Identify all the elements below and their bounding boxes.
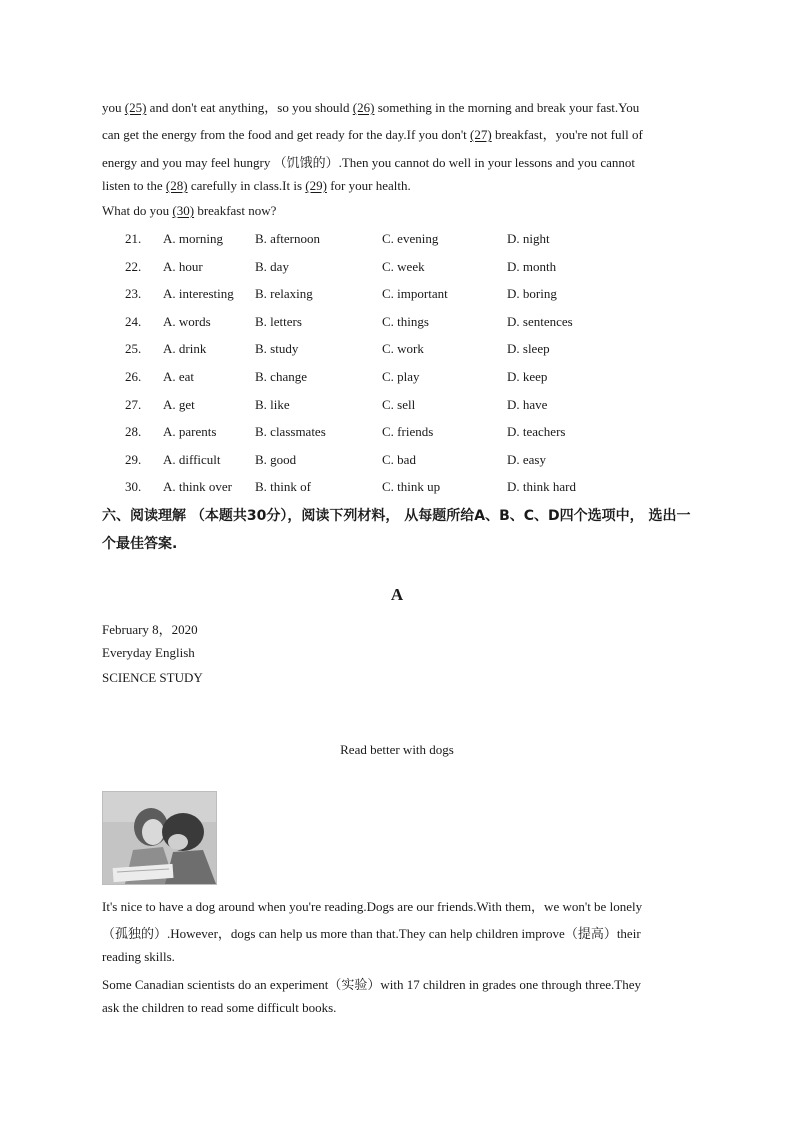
passage-line-1: you (25) and don't eat anything，so you should (26) something in the morning and break your fast.You: [102, 100, 640, 115]
question-number: 30.: [125, 479, 142, 494]
part-label: A: [390, 585, 404, 604]
option-row: [102, 424, 722, 444]
column-name: SCIENCE STUDY: [102, 670, 203, 685]
option-row: [102, 369, 722, 389]
blank-25: (25): [124, 100, 147, 115]
question-number: 21.: [125, 231, 142, 246]
question-number: 24.: [125, 314, 142, 329]
option-d: D. sleep: [507, 341, 550, 356]
option-a: A. get: [163, 397, 195, 412]
option-row: [102, 314, 722, 334]
option-row: [102, 259, 722, 279]
blank-30: (30): [172, 203, 195, 218]
option-d: D. think hard: [507, 479, 576, 494]
option-c: C. week: [382, 259, 425, 274]
option-row: [102, 452, 722, 472]
option-d: D. teachers: [507, 424, 566, 439]
question-number: 29.: [125, 452, 142, 467]
passage-line-5: What do you (30) breakfast now?: [102, 203, 277, 218]
option-row: [102, 479, 722, 499]
question-number: 23.: [125, 286, 142, 301]
children-reading-photo: [102, 791, 217, 885]
option-b: B. think of: [255, 479, 311, 494]
option-b: B. relaxing: [255, 286, 313, 301]
option-c: C. work: [382, 341, 424, 356]
paragraph-2-line-2: ask the children to read some difficult books.: [102, 1000, 337, 1015]
option-a: A. drink: [163, 341, 207, 356]
option-b: B. study: [255, 341, 299, 356]
option-a: A. interesting: [163, 286, 234, 301]
blank-29: (29): [305, 178, 327, 193]
option-b: B. classmates: [255, 424, 326, 439]
option-d: D. sentences: [507, 314, 573, 329]
option-b: B. letters: [255, 314, 302, 329]
option-c: C. sell: [382, 397, 416, 412]
option-d: D. month: [507, 259, 557, 274]
option-d: D. night: [507, 231, 550, 246]
question-number: 25.: [125, 341, 142, 356]
publication-name: Everyday English: [102, 645, 195, 660]
option-a: A. hour: [163, 259, 203, 274]
option-c: C. evening: [382, 231, 439, 246]
children-reading-illustration: [103, 792, 216, 884]
option-b: B. change: [255, 369, 307, 384]
question-number: 26.: [125, 369, 142, 384]
option-c: C. think up: [382, 479, 441, 494]
option-d: D. keep: [507, 369, 548, 384]
option-row: [102, 341, 722, 361]
option-row: [102, 231, 722, 251]
option-b: B. day: [255, 259, 289, 274]
option-d: D. easy: [507, 452, 546, 467]
option-c: C. things: [382, 314, 429, 329]
option-b: B. good: [255, 452, 297, 467]
question-number: 22.: [125, 259, 142, 274]
option-a: A. words: [163, 314, 211, 329]
option-c: C. important: [382, 286, 448, 301]
option-b: B. like: [255, 397, 290, 412]
section-heading: 六、阅读理解 （本题共30分），阅读下列材料， 从每题所给A、B、C、D四个选项中， 选出一个最佳答案.: [102, 508, 691, 552]
blank-27: (27): [470, 127, 492, 142]
option-c: C. bad: [382, 452, 416, 467]
question-number: 27.: [125, 397, 142, 412]
option-row: [102, 286, 722, 306]
paragraph-1-line-1: It's nice to have a dog around when you're reading.Dogs are our friends.With them，we won't be lonely: [102, 899, 643, 914]
option-a: A. eat: [163, 369, 195, 384]
option-a: A. morning: [163, 231, 223, 246]
option-d: D. boring: [507, 286, 557, 301]
option-a: A. parents: [163, 424, 217, 439]
paragraph-1-line-3: reading skills.: [102, 949, 175, 964]
option-a: A. difficult: [163, 452, 221, 467]
option-a: A. think over: [163, 479, 232, 494]
blank-26: (26): [352, 100, 375, 115]
article-title: Read better with dogs: [340, 742, 454, 757]
option-row: [102, 397, 722, 417]
paragraph-2-line-1: Some Canadian scientists do an experiment（实验）with 17 children in grades one through three.They: [102, 977, 642, 992]
paragraph-1-line-2: （孤独的）.However，dogs can help us more than that.They can help children improve（提高）their: [102, 926, 641, 941]
option-c: C. friends: [382, 424, 434, 439]
question-number: 28.: [125, 424, 142, 439]
passage-line-3: energy and you may feel hungry （饥饿的）.Then you cannot do well in your lessons and you cannot: [102, 155, 636, 170]
article-date: February 8，2020: [102, 622, 198, 637]
blank-28: (28): [165, 178, 188, 193]
passage-line-2: can get the energy from the food and get ready for the day.If you don't (27) breakfast，you're not full of: [102, 127, 643, 142]
passage-line-4: listen to the (28) carefully in class.It is (29) for your health.: [102, 178, 411, 193]
option-d: D. have: [507, 397, 548, 412]
option-c: C. play: [382, 369, 420, 384]
option-b: B. afternoon: [255, 231, 320, 246]
